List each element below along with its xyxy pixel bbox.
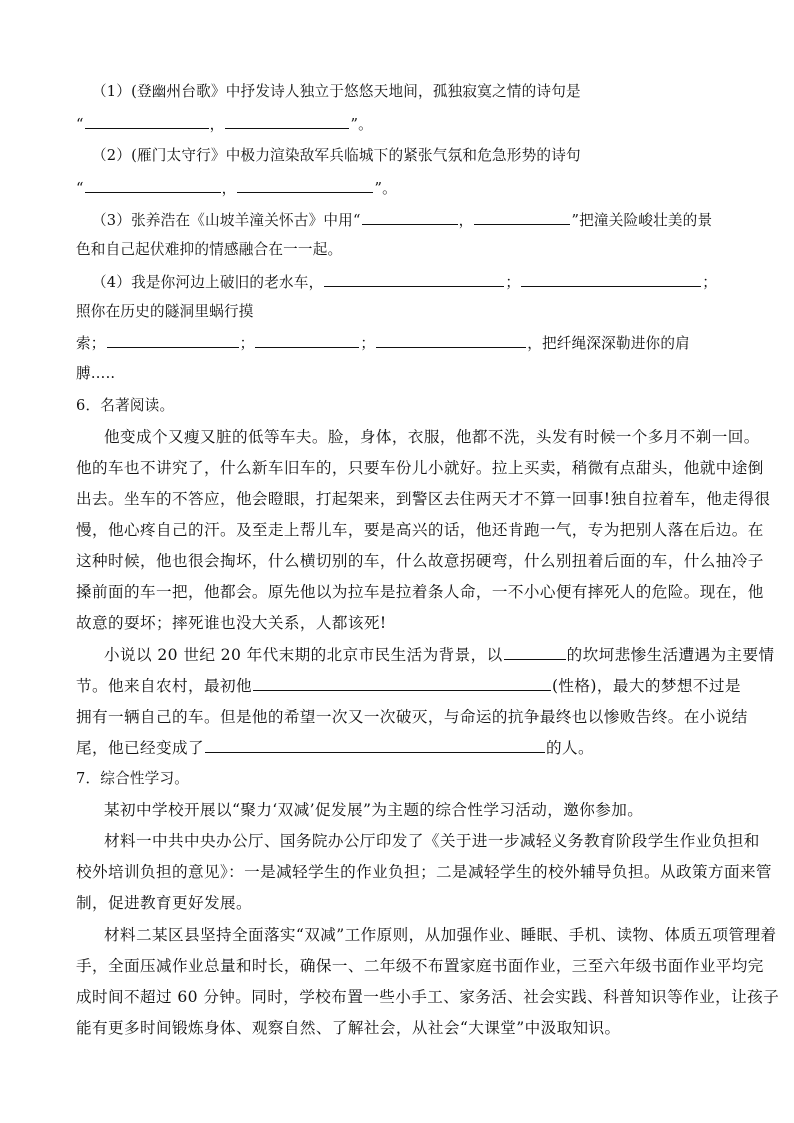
- answer-blank[interactable]: [253, 676, 551, 691]
- answer-blank[interactable]: [324, 272, 504, 287]
- answer-blank[interactable]: [85, 178, 221, 193]
- q6-heading: 6．名著阅读。: [76, 397, 175, 414]
- q6-passage-line: 他变成个又瘦又脏的低等车夫。脸，身体，衣服，他都不洗，头发有时候一个多月不剃一回。: [104, 428, 760, 446]
- q6-task-line2: 节。他来自农村，最初他 (性格)，最大的梦想不过是: [76, 677, 741, 695]
- answer-blank[interactable]: [225, 114, 349, 129]
- q7-material1-line: 材料一中共中央办公厅、国务院办公厅印发了《关于进一步减轻义务教育阶段学生作业负担和: [104, 832, 760, 850]
- q6-task-line4: 尾，他已经变成了 的人。: [76, 739, 594, 757]
- answer-blank[interactable]: [205, 738, 545, 753]
- q6-passage-line: 慢，他心疼自己的汗。及至走上帮儿车，要是高兴的话，他还肯跑一气，专为把别人落在后边。在: [76, 521, 764, 539]
- q7-material2-line: 能有更多时间锻炼身体、观察自然、了解社会，从社会“大课堂”中汲取知识。: [76, 1019, 621, 1037]
- q7-material2-line: 成时间不超过 60 分钟。同时，学校布置一些小手工、家务活、社会实践、科普知识等作业，让孩子: [76, 988, 780, 1006]
- q6-passage-line: 搡前面的车一把，他都会。原先他以为拉车是拉着条人命，一不小心便有摔死人的危险。现在，他: [76, 583, 764, 601]
- q7-intro: 某初中学校开展以“聚力‘双减’促发展”为主题的综合性学习活动，邀你参加。: [104, 801, 644, 819]
- q6-passage-line: 故意的耍坏；摔死谁也没大关系，人都该死!: [76, 614, 387, 632]
- q7-material1-line: 制，促进教育更好发展。: [76, 894, 252, 912]
- answer-blank[interactable]: [474, 210, 570, 225]
- q6-task-line1: 小说以 20 世纪 20 年代末期的北京市民生活为背景，以 的坎坷悲惨生活遭遇为主要情: [104, 646, 775, 664]
- q6-passage-line: 这种时候，他也很会掏坏，什么横切别的车，什么故意拐硬弯，什么别扭着后面的车，什么抽冷子: [76, 552, 764, 570]
- q5-item4-line2: 照你在历史的隧洞里蜗行摸: [76, 303, 254, 320]
- q6-passage-line: 他的车也不讲究了，什么新车旧车的，只要车份儿小就好。拉上买卖，稍微有点甜头，他就中途倒: [76, 459, 764, 477]
- q6-task-line3: 拥有一辆自己的车。但是他的希望一次又一次破灭，与命运的抗争最终也以惨败告终。在小说结: [76, 708, 748, 726]
- q5-item4-line3: 索； ； ； ，把纤绳深深勒进你的肩: [76, 335, 690, 352]
- q5-item2-prompt: （2）(雁门太守行》中极力渲染敌军兵临城下的紧张气氛和危急形势的诗句: [92, 147, 581, 164]
- answer-blank[interactable]: [376, 333, 526, 348]
- q5-item2-answer-line: “ ， ”。: [76, 180, 397, 197]
- answer-blank[interactable]: [504, 645, 566, 660]
- q7-material2-line: 手，全面压减作业总量和时长，确保一、二年级不布置家庭书面作业，三至六年级书面作业平均完: [76, 957, 764, 975]
- q7-heading: 7．综合性学习。: [76, 770, 190, 787]
- q5-item3-line2: 色和自己起伏难抑的情感融合在一一起。: [76, 241, 343, 258]
- q5-item4-line4: 膊…..: [76, 365, 116, 382]
- q5-item3-line1: （3）张养浩在《山坡羊潼关怀古》中用“ ， ”把潼关险峻壮美的景: [92, 212, 713, 229]
- answer-blank[interactable]: [107, 333, 239, 348]
- q5-item1-answer-line: “ ， ”。: [76, 116, 373, 133]
- q7-material2-line: 材料二某区县坚持全面落实“双减”工作原则，从加强作业、睡眠、手机、读物、体质五项管理着: [104, 926, 777, 944]
- q7-material1-line: 校外培训负担的意见》：一是减轻学生的作业负担；二是减轻学生的校外辅导负担。从政策方面来管: [76, 863, 772, 881]
- answer-blank[interactable]: [362, 210, 458, 225]
- answer-blank[interactable]: [255, 333, 359, 348]
- answer-blank[interactable]: [237, 178, 373, 193]
- answer-blank[interactable]: [85, 114, 209, 129]
- answer-blank[interactable]: [521, 272, 701, 287]
- q5-item4-line1: （4）我是你河边上破旧的老水车， ； ；: [92, 274, 717, 291]
- q6-passage-line: 出去。坐车的不答应，他会瞪眼，打起架来，到警区去住两天才不算一回事!独自拉着车，他走得很: [76, 490, 771, 508]
- q5-item1-prompt: （1）(登幽州台歌》中抒发诗人独立于悠悠天地间，孤独寂寞之情的诗句是: [92, 83, 581, 100]
